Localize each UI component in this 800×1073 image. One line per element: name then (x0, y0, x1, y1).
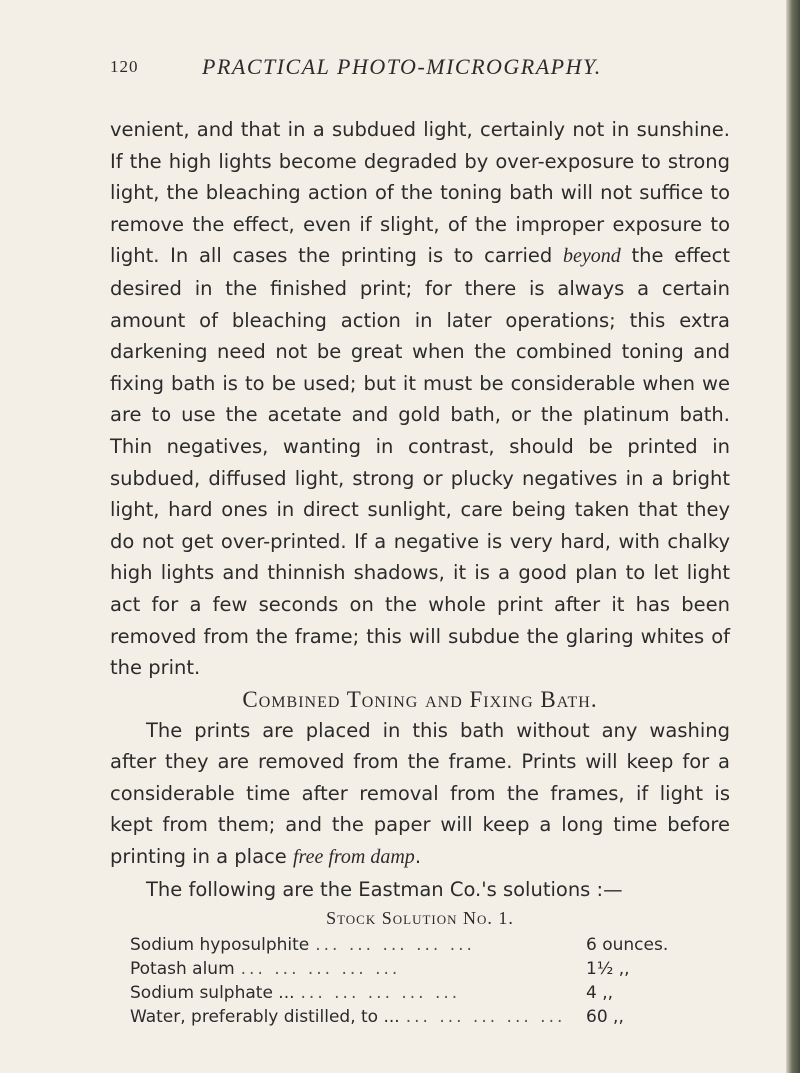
amount: 4 ,, (586, 983, 614, 1004)
recipe-row (130, 957, 690, 981)
paragraph-2-text-b: . (414, 845, 422, 869)
recipe-table (110, 933, 730, 1029)
paragraph-2 (110, 715, 730, 874)
body-text (110, 114, 730, 1029)
paragraph-1-text-b: the effect desired in the finished print; for there is always a certain amount of bleaching action in later operations; this extra darkening need not be great when the combined toning and fixing bath is to be used; but it must be considerable when we are to use the acetate and gold bath, or the platinum bath. Thin negatives, wanting in contrast, should be printed in subdued, diffused light, strong or plucky negatives in a bright light, hard ones in direct sunlight, care being taken that they do not get over-printed. If a negative is very hard, with chalky high lights and thinnish shadows, it is a good plan to let light act for a few seconds on the whole print after it has been removed from the frame; this will subdue the glaring whites of the print. (110, 244, 730, 680)
dot-leader: ... ... ... ... ... (315, 935, 475, 956)
dot-leader: ... ... ... ... ... (240, 959, 401, 980)
paragraph-2-emphasis: free from damp (292, 846, 415, 869)
dot-leader: ... ... ... ... ... (405, 1007, 566, 1028)
ingredient: Water, preferably distilled, to ... (130, 1007, 400, 1028)
ingredient: Sodium sulphate ... (130, 983, 295, 1004)
amount: 60 ,, (586, 1007, 624, 1028)
recipe-row (130, 1005, 690, 1029)
paragraph-1 (110, 114, 730, 684)
recipe-row (130, 981, 690, 1005)
recipe-row (130, 933, 690, 957)
ingredient: Sodium hyposulphite (130, 935, 310, 956)
page-edge (786, 0, 800, 1073)
dot-leader: ... ... ... ... ... (300, 983, 461, 1004)
paragraph-1-text-a: venient, and that in a subdued light, certainly not in sunshine. If the high lights become degraded by over-exposure to strong light, the bleaching action of the toning bath will not suffice to remove the effect, even if slight, of the improper exposure to light. In all cases the printing is to carried (110, 118, 730, 268)
amount: 1½ ,, (586, 959, 630, 980)
section-heading: Combined Toning and Fixing Bath. (242, 686, 598, 712)
amount: 6 ounces. (586, 935, 669, 956)
paragraph-3: The following are the Eastman Co.'s solutions :— (146, 877, 623, 901)
paragraph-2-text-a: The prints are placed in this bath without any washing after they are removed from the frame. Prints will keep for a considerable time after removal from the frames, if light is kept from them; and the paper will keep a long time before printing in a place (110, 718, 730, 869)
recipe-title: Stock Solution No. 1. (326, 908, 514, 929)
running-title: PRACTICAL PHOTO-MICROGRAPHY. (202, 54, 602, 79)
paragraph-1-emphasis: beyond (563, 245, 621, 268)
ingredient: Potash alum (130, 959, 235, 980)
page-number: 120 (110, 57, 139, 76)
